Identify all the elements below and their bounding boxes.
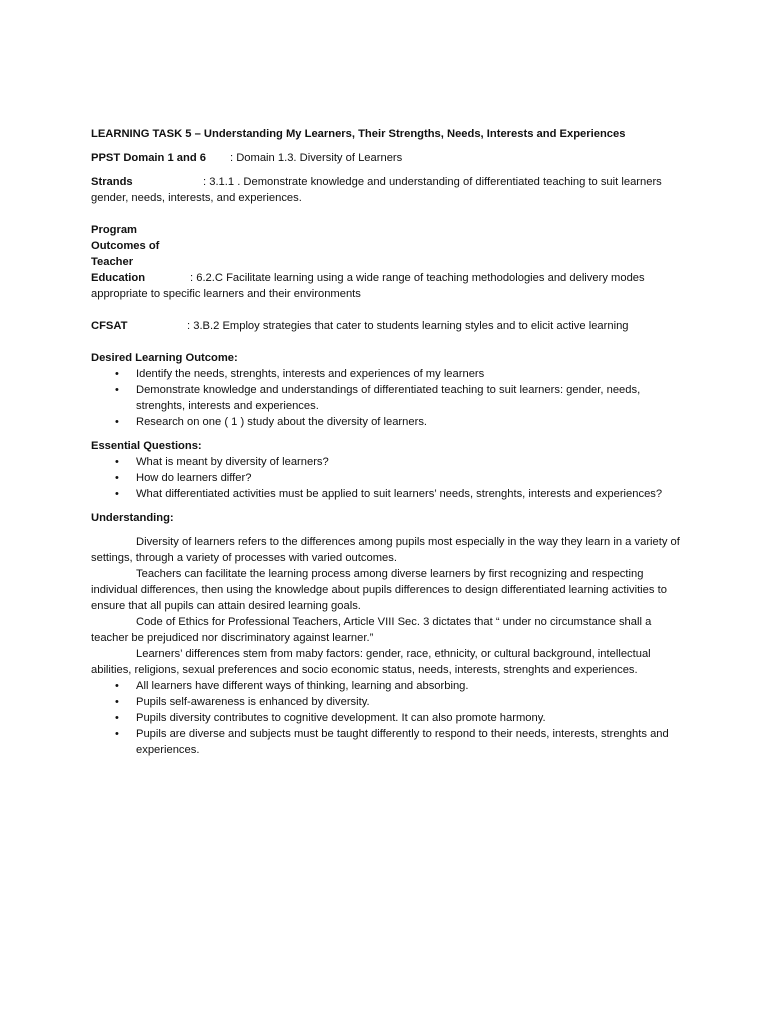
list-item [91,678,691,694]
list-item-text: Pupils are diverse and subjects must be taught differently to respond to their needs, interests, strenghts and experiences. [136,728,669,756]
list-item-text: All learners have different ways of thinking, learning and absorbing. [136,680,469,692]
understanding-heading: Understanding: [91,512,174,524]
list-item-text: How do learners differ? [136,472,252,484]
understanding-paragraph-4: Learners’ differences stem from maby factors: gender, race, ethnicity, or cultural background, intellectual abilities, religions, sexual preferences and socio economic status, needs, interests, strenghts and experiences. [91,648,651,676]
bullet-icon: • [115,384,119,396]
list-item [91,470,691,486]
understanding-paragraph-2: Teachers can facilitate the learning process among diverse learners by first recognizing and respecting individual differences, then using the knowledge about pupils differences to design differentiated learning activities to ensure that all pupils can attain desired learning goals. [91,568,667,612]
bullet-icon: • [115,368,119,380]
cfsat-row [91,318,691,334]
list-item-text: Pupils diversity contributes to cognitive development. It can also promote harmony. [136,712,546,724]
program-value: : 6.2.C Facilitate learning using a wide range of teaching methodologies and delivery modes appropriate to specific learners and their environments [91,272,645,300]
understanding-paragraph-3: Code of Ethics for Professional Teachers, Article VIII Sec. 3 dictates that “ under no circumstance shall a teacher be prejudiced nor discriminatory against learner.” [91,616,652,644]
list-item-text: Research on one ( 1 ) study about the diversity of learners. [136,416,428,428]
list-item-text: What differentiated activities must be applied to suit learners’ needs, strenghts, interests and experiences? [136,488,663,500]
list-item [91,710,691,726]
bullet-icon: • [115,696,119,708]
understanding-paragraph-1: Diversity of learners refers to the differences among pupils most especially in the way they learn in a variety of settings, through a variety of processes with varied outcomes. [91,536,680,564]
program-label-line-4: Education [91,272,146,284]
ppst-label: PPST Domain 1 and 6 [91,152,207,164]
essential-questions-list [91,454,691,502]
list-item [91,454,691,470]
list-item-text: Pupils self-awareness is enhanced by diversity. [136,696,370,708]
program-label-line-2: Outcomes of [91,240,160,252]
ppst-row [91,150,691,166]
cfsat-label: CFSAT [91,320,128,332]
program-label-line-1: Program [91,224,138,236]
bullet-icon: • [115,456,119,468]
strands-value: : 3.1.1 . Demonstrate knowledge and understanding of differentiated teaching to suit learners gender, needs, interests, and experiences. [91,176,662,204]
list-item-text: What is meant by diversity of learners? [136,456,329,468]
list-item [91,726,691,758]
desired-outcome-heading: Desired Learning Outcome: [91,352,238,364]
bullet-icon: • [115,472,119,484]
bullet-icon: • [115,416,119,428]
list-item-text: Demonstrate knowledge and understandings of differentiated teaching to suit learners: gender, needs, strenghts, interests and experiences. [136,384,641,412]
desired-outcome-list [91,366,691,430]
bullet-icon: • [115,488,119,500]
document-title: LEARNING TASK 5 – Understanding My Learners, Their Strengths, Needs, Interests and Experiences [91,128,626,140]
bullet-icon: • [115,728,119,740]
program-label-line-3: Teacher [91,256,134,268]
cfsat-value: : 3.B.2 Employ strategies that cater to students learning styles and to elicit active learning [187,320,629,332]
program-label-last-line [91,270,691,302]
understanding-list [91,678,691,758]
document-page [91,126,691,766]
bullet-icon: • [115,712,119,724]
list-item [91,366,691,382]
program-outcomes-row [91,222,691,302]
ppst-value: : Domain 1.3. Diversity of Learners [230,152,403,164]
strands-row [91,174,691,206]
list-item [91,414,691,430]
essential-questions-heading: Essential Questions: [91,440,202,452]
strands-label: Strands [91,176,133,188]
list-item [91,486,691,502]
list-item [91,382,691,414]
bullet-icon: • [115,680,119,692]
list-item [91,694,691,710]
list-item-text: Identify the needs, strenghts, interests and experiences of my learners [136,368,485,380]
